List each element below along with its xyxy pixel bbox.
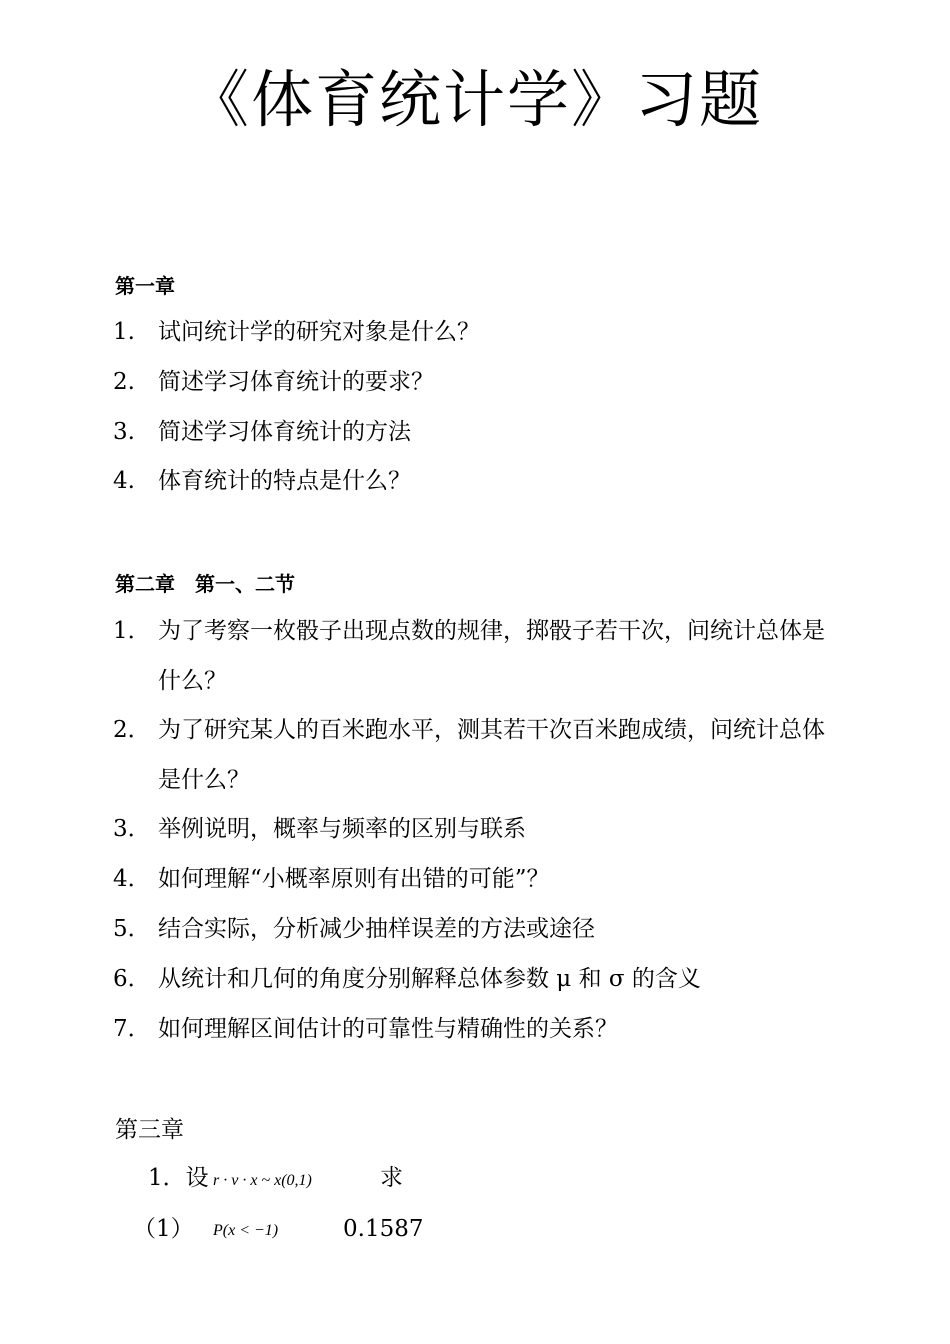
question-text: 简述学习体育统计的要求？ bbox=[158, 369, 434, 395]
question-number: 7． bbox=[113, 1016, 151, 1042]
question-number: 6． bbox=[113, 966, 151, 992]
question-number: 4． bbox=[113, 866, 151, 892]
question-text: 结合实际，分析减少抽样误差的方法或途径 bbox=[158, 916, 595, 942]
chapter-2-question-7 bbox=[113, 1014, 843, 1044]
question-text: 如何理解“小概率原则有出错的可能”？ bbox=[158, 866, 550, 892]
chapter-3-heading: 第三章 bbox=[115, 1117, 184, 1143]
chapter-1-question-2 bbox=[113, 367, 843, 397]
question-number: 1． bbox=[113, 618, 151, 644]
chapter-2-heading: 第二章 第一、二节 bbox=[115, 572, 295, 596]
question-number: 3. bbox=[113, 419, 135, 445]
chapter-1-heading: 第一章 bbox=[115, 274, 175, 298]
chapter-2-question-6 bbox=[113, 964, 843, 994]
chapter-1-question-3 bbox=[113, 417, 843, 447]
question-text: 举例说明，概率与频率的区别与联系 bbox=[158, 816, 526, 842]
question-text: 从统计和几何的角度分别解释总体参数 μ 和 σ 的含义 bbox=[158, 966, 701, 992]
question-number: 3． bbox=[113, 816, 151, 842]
chapter-1-question-1 bbox=[113, 317, 843, 347]
question-number: 2． bbox=[113, 717, 151, 743]
question-text: 简述学习体育统计的方法 bbox=[158, 419, 411, 445]
question-text: 体育统计的特点是什么？ bbox=[158, 468, 411, 494]
question-text: 如何理解区间估计的可靠性与精确性的关系？ bbox=[158, 1016, 618, 1042]
question-number: 5． bbox=[113, 916, 151, 942]
chapter-3-subquestion-1-formula: P(x < −1) bbox=[213, 1222, 279, 1239]
chapter-2-question-4 bbox=[113, 864, 843, 894]
chapter-2-question-5 bbox=[113, 914, 843, 944]
chapter-2-question-1 bbox=[113, 606, 843, 706]
chapter-3-subquestion-1-label: （1） bbox=[133, 1216, 194, 1242]
chapter-2-question-3 bbox=[113, 814, 843, 844]
question-number: 4. bbox=[113, 468, 135, 494]
chapter-3-question-1-ask: 求 bbox=[380, 1165, 403, 1191]
question-text: 为了研究某人的百米跑水平，测其若干次百米跑成绩，问统计总体是什么？ bbox=[158, 717, 825, 793]
chapter-3-question-1-number: 1．设 bbox=[148, 1165, 209, 1191]
chapter-2-question-2 bbox=[113, 705, 843, 805]
question-number: 1. bbox=[113, 319, 135, 345]
chapter-3-question-1-formula: r · v · x ~ x(0,1) bbox=[213, 1172, 312, 1189]
chapter-1-question-4 bbox=[113, 466, 843, 496]
question-text: 试问统计学的研究对象是什么？ bbox=[158, 319, 480, 345]
question-number: 2. bbox=[113, 369, 135, 395]
chapter-3-subquestion-1-answer: 0.1587 bbox=[343, 1216, 424, 1242]
question-text: 为了考察一枚骰子出现点数的规律，掷骰子若干次，问统计总体是什么？ bbox=[158, 618, 825, 694]
page-title: 《体育统计学》习题 bbox=[186, 63, 763, 136]
